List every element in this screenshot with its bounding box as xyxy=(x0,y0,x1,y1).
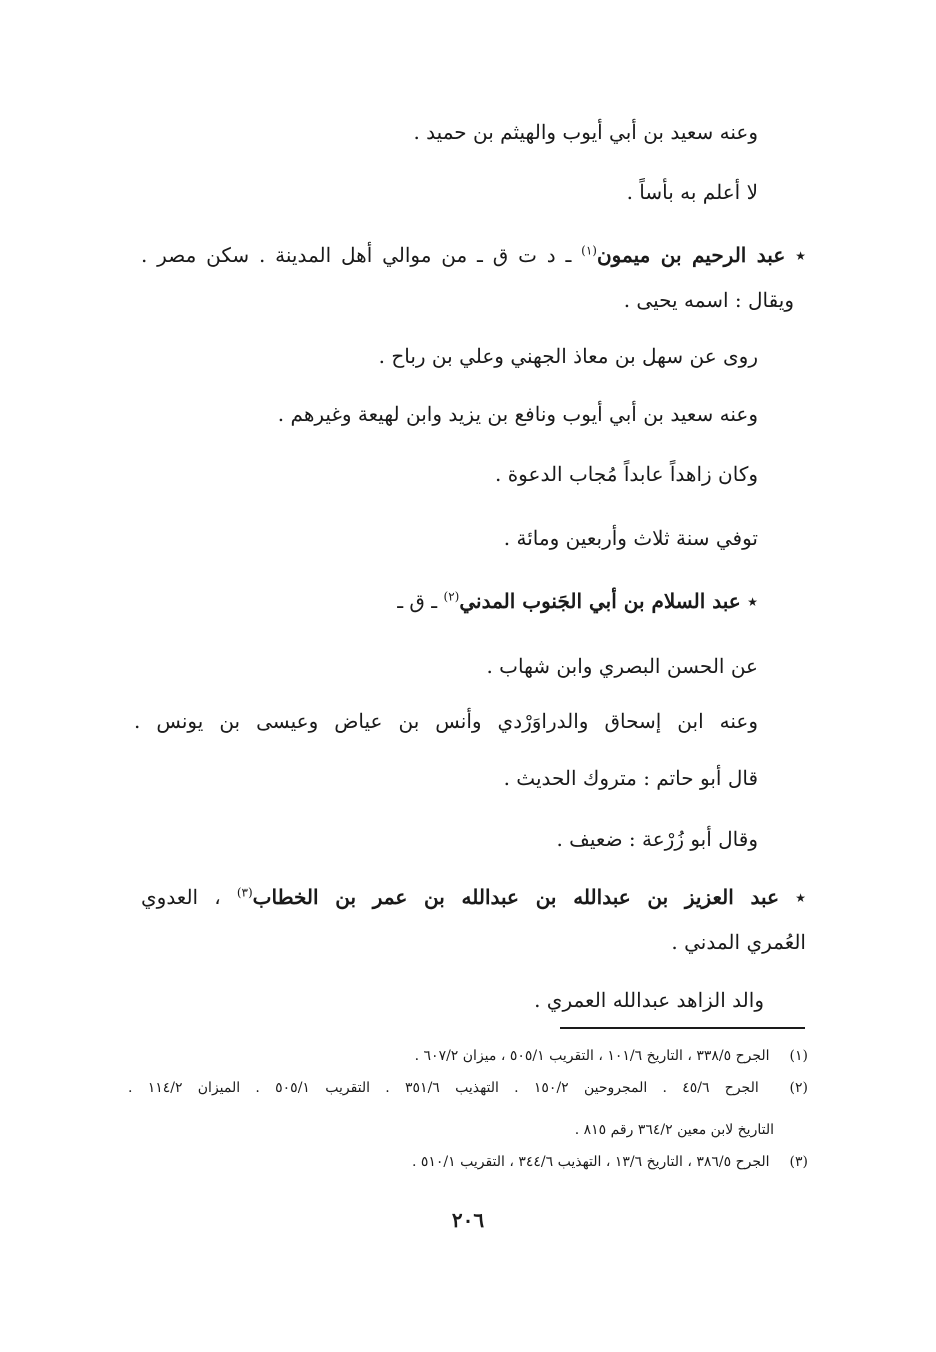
entry-marker: ٭ xyxy=(795,243,806,267)
text-line: لا أعلم به بأساً . xyxy=(626,180,758,204)
footnote-number: (٣) xyxy=(789,1154,808,1170)
entry-marker: ٭ xyxy=(795,885,807,909)
footnote xyxy=(412,1151,808,1173)
text-line: عن الحسن البصري وابن شهاب . xyxy=(486,654,758,678)
footnote-ref: (٢) xyxy=(443,589,460,604)
narrator-name: عبد العزيز بن عبدالله بن عبدالله بن عمر بن الخطاب xyxy=(252,885,779,909)
text-line: وكان زاهداً عابداً مُجاب الدعوة . xyxy=(494,462,758,486)
narrator-name: عبد الرحيم بن ميمون xyxy=(596,243,786,267)
footnote-ref: (١) xyxy=(581,243,597,258)
footnote-number: (١) xyxy=(789,1048,808,1064)
footnote xyxy=(128,1077,808,1099)
footnote-continuation: التاريخ لابن معين ٣٦٤/٢ رقم ٨١٥ . xyxy=(574,1122,774,1138)
footnote-number: (٢) xyxy=(789,1080,809,1096)
text-line: وعنه سعيد بن أبي أيوب والهيثم بن حميد . xyxy=(413,120,758,144)
footnote-text: الجرح ٣٣٨/٥ ، التاريخ ١٠١/٦ ، التقريب ٥٠٥/١ ، ميزان ٦٠٧/٢ . xyxy=(414,1048,770,1064)
text-line: والد الزاهد عبدالله العمري . xyxy=(534,988,764,1012)
entry-details: ، العدوي xyxy=(141,885,221,909)
page-number: ٢٠٦ xyxy=(451,1208,485,1232)
entry-details: ـ ق ـ xyxy=(397,589,438,613)
entry-heading xyxy=(397,587,758,615)
text-line: روى عن سهل بن معاذ الجهني وعلي بن رباح . xyxy=(378,344,758,368)
entry-marker: ٭ xyxy=(747,589,758,613)
entry-heading xyxy=(141,241,806,269)
narrator-name: عبد السلام بن أبي الجَنوب المدني xyxy=(459,589,741,613)
entry-details: ـ د ت ق ـ من موالي أهل المدينة . سكن مصر . xyxy=(141,243,572,267)
footnote-text: الجرح ٣٨٦/٥ ، التاريخ ١٣/٦ ، التهذيب ٣٤٤/٦ ، التقريب ٥١٠/١ . xyxy=(411,1154,770,1170)
text-line: قال أبو حاتم : متروك الحديث . xyxy=(503,766,758,790)
footnote-separator xyxy=(560,1027,805,1029)
text-line: توفي سنة ثلاث وأربعين ومائة . xyxy=(503,526,758,550)
text-line: العُمري المدني . xyxy=(671,930,806,954)
text-line: ويقال : اسمه يحيى . xyxy=(623,288,794,312)
footnote xyxy=(415,1045,808,1067)
footnote-ref: (٣) xyxy=(236,885,253,900)
entry-heading xyxy=(141,883,806,911)
text-line: وعنه ابن إسحاق والدراوَرْدي وأنس بن عياض وعيسى بن يونس . xyxy=(134,709,758,733)
footnote-text: الجرح ٤٥/٦ . المجروحين ١٥٠/٢ . التهذيب ٣٥١/٦ . التقريب ٥٠٥/١ . الميزان ١١٤/٢ . xyxy=(128,1080,759,1096)
text-line: وقال أبو زُرْعة : ضعيف . xyxy=(556,827,758,851)
text-line: وعنه سعيد بن أبي أيوب ونافع بن يزيد وابن لهيعة وغيرهم . xyxy=(277,402,758,426)
